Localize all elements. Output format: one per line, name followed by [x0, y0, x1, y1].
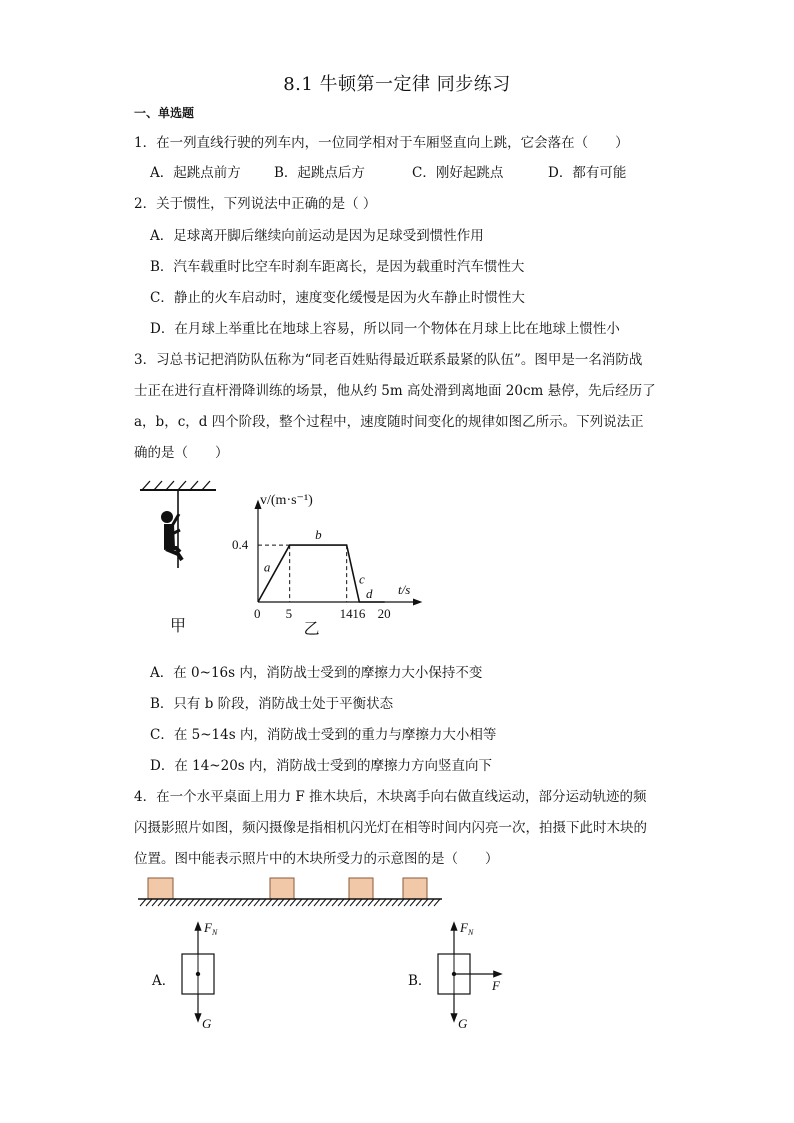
surface-hatch-mark	[284, 899, 290, 906]
gravity-label: G	[458, 1016, 468, 1031]
surface-hatch-mark	[236, 899, 242, 906]
q2-option-c[interactable]: C．静止的火车启动时，速度变化缓慢是因为火车静止时惯性大	[150, 290, 525, 306]
q4-option-a-label[interactable]: A．	[152, 973, 176, 989]
y-axis-label: v/(m·s⁻¹)	[260, 493, 313, 508]
figure-firefighter	[134, 478, 224, 638]
figure-chart-label: 乙	[303, 621, 320, 638]
q3-option-d[interactable]: D．在 14~20s 内，消防战士受到的摩擦力方向竖直向下	[150, 758, 493, 774]
segment-label-d: d	[366, 586, 373, 601]
push-force-label: F	[492, 978, 500, 993]
surface-hatch-mark	[422, 899, 428, 906]
force-diagram-a[interactable]	[176, 914, 236, 1034]
surface-hatch-mark	[254, 899, 260, 906]
strobe-photo-figure	[134, 874, 446, 910]
surface-hatch-mark	[200, 899, 206, 906]
surface-hatch-mark	[176, 899, 182, 906]
q1-options	[150, 161, 670, 181]
q3-option-a[interactable]: A．在 0~16s 内，消防战士受到的摩擦力大小保持不变	[150, 665, 483, 681]
normal-force-label: F	[460, 920, 468, 935]
x-tick-label: 16	[352, 606, 366, 621]
surface-hatch-mark	[230, 899, 236, 906]
q1-option-b[interactable]: B．起跳点后方	[274, 165, 365, 181]
q2-option-d[interactable]: D．在月球上举重比在地球上容易，所以同一个物体在月球上比在地球上惯性小	[150, 321, 620, 337]
force-diagram-b[interactable]	[432, 914, 522, 1034]
q1-option-a[interactable]: A．起跳点前方	[150, 165, 241, 181]
surface-hatch-mark	[182, 899, 188, 906]
figure-firefighter-label: 甲	[170, 618, 187, 635]
svg-text:FN	[203, 920, 218, 937]
x-axis-label: t/s	[398, 582, 411, 597]
surface-hatch-mark	[356, 899, 362, 906]
surface-hatch-mark	[290, 899, 296, 906]
surface-hatch-mark	[428, 899, 434, 906]
q1-option-c[interactable]: C．刚好起跳点	[412, 165, 504, 181]
surface-hatch-mark	[272, 899, 278, 906]
surface-hatch-mark	[380, 899, 386, 906]
surface-hatch-mark	[404, 899, 410, 906]
segment-label-a: a	[263, 559, 271, 575]
surface-hatch-mark	[344, 899, 350, 906]
surface-hatch-mark	[242, 899, 248, 906]
svg-text:FN	[459, 920, 474, 937]
surface-hatch-mark	[188, 899, 194, 906]
q1-option-d[interactable]: D．都有可能	[548, 165, 627, 181]
surface-hatch-mark	[224, 899, 230, 906]
y-tick-label: 0.4	[232, 537, 249, 553]
wood-block	[148, 878, 173, 899]
surface-hatch-mark	[170, 899, 176, 906]
surface-hatch-mark	[140, 899, 146, 906]
q4-option-b-label[interactable]: B．	[408, 973, 432, 989]
surface-hatch-mark	[368, 899, 374, 906]
q3-option-c[interactable]: C．在 5~14s 内，消防战士受到的重力与摩擦力大小相等	[150, 727, 497, 743]
q2-stem: 2．关于惯性，下列说法中正确的是（ ）	[134, 196, 377, 212]
x-tick-label: 0	[254, 606, 261, 621]
surface-hatch-mark	[410, 899, 416, 906]
surface-hatch-mark	[278, 899, 284, 906]
surface-hatch-mark	[206, 899, 212, 906]
gravity-label: G	[202, 1016, 212, 1031]
surface-hatch-mark	[398, 899, 404, 906]
surface-hatch-mark	[416, 899, 422, 906]
x-tick-label: 5	[285, 606, 293, 621]
surface-hatch-mark	[320, 899, 326, 906]
normal-force-subscript: N	[211, 928, 218, 937]
surface-hatch-mark	[218, 899, 224, 906]
x-tick-label: 14	[339, 606, 353, 621]
surface-hatch-mark	[152, 899, 158, 906]
surface-hatch-mark	[146, 899, 152, 906]
q3-stem-line: 确的是（ ）	[134, 445, 229, 461]
normal-force-subscript: N	[467, 928, 474, 937]
surface-hatch-mark	[350, 899, 356, 906]
q4-stem-line: 闪摄影照片如图，频闪摄像是指相机闪光灯在相等时间内闪亮一次，拍摄下此时木块的	[134, 820, 647, 836]
q3-stem-line: 3．习总书记把消防队伍称为“同老百姓贴得最近联系最紧的队伍”。图甲是一名消防战	[134, 352, 643, 368]
velocity-time-chart	[230, 488, 430, 638]
q4-stem-line: 4．在一个水平桌面上用力 F 推木块后，木块离手向右做直线运动，部分运动轨迹的频	[134, 789, 647, 805]
page-title: 8.1 牛顿第一定律 同步练习	[283, 74, 511, 95]
surface-hatch-mark	[158, 899, 164, 906]
wood-block	[349, 878, 373, 899]
q2-option-b[interactable]: B．汽车载重时比空车时刹车距离长，是因为载重时汽车惯性大	[150, 259, 525, 275]
surface-hatch-mark	[338, 899, 344, 906]
wood-block	[403, 878, 427, 899]
surface-hatch-mark	[296, 899, 302, 906]
surface-hatch-mark	[212, 899, 218, 906]
surface-hatch-mark	[260, 899, 266, 906]
surface-hatch-mark	[314, 899, 320, 906]
surface-hatch-mark	[392, 899, 398, 906]
q1-stem: 1．在一列直线行驶的列车内，一位同学相对于车厢竖直向上跳，它会落在（ ）	[134, 135, 629, 151]
surface-hatch-mark	[362, 899, 368, 906]
q3-option-b[interactable]: B．只有 b 阶段，消防战士处于平衡状态	[150, 696, 394, 712]
x-tick-label: 20	[377, 606, 391, 621]
surface-hatch-mark	[308, 899, 314, 906]
segment-label-b: b	[315, 527, 322, 543]
wood-block	[270, 878, 294, 899]
normal-force-label: F	[204, 920, 212, 935]
surface-hatch-mark	[434, 899, 440, 906]
surface-hatch-mark	[194, 899, 200, 906]
surface-hatch-mark	[302, 899, 308, 906]
surface-hatch-mark	[332, 899, 338, 906]
surface-hatch-mark	[374, 899, 380, 906]
q4-stem-line: 位置。图中能表示照片中的木块所受力的示意图的是（ ）	[134, 851, 499, 867]
q3-stem-line: a，b，c，d 四个阶段，整个过程中，速度随时间变化的规律如图乙所示。下列说法正	[134, 414, 644, 430]
surface-hatch-mark	[248, 899, 254, 906]
surface-hatch-mark	[326, 899, 332, 906]
q2-option-a[interactable]: A．足球离开脚后继续向前运动是因为足球受到惯性作用	[150, 228, 484, 244]
surface-hatch-mark	[386, 899, 392, 906]
q3-stem-line: 士正在进行直杆滑降训练的场景，他从约 5m 高处滑到离地面 20cm 悬停，先后经历了	[134, 383, 656, 399]
surface-hatch-mark	[266, 899, 272, 906]
surface-hatch-mark	[164, 899, 170, 906]
segment-label-c: c	[359, 571, 365, 587]
section-heading: 一、单选题	[134, 106, 195, 120]
